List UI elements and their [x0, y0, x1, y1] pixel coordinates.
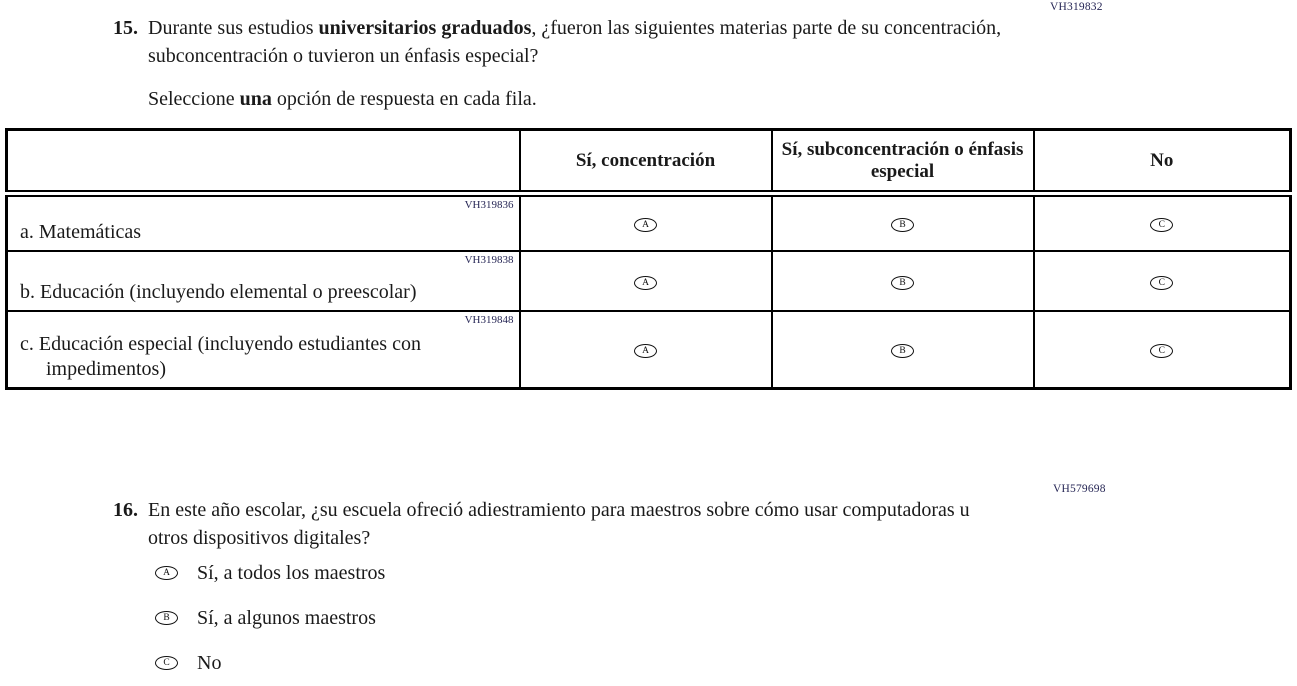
row-code-educacion-especial: VH319848 — [464, 313, 514, 326]
cell-matematicas-c — [1034, 194, 1291, 251]
column-header-no: No — [1034, 130, 1291, 194]
cell-educacion-especial-b — [772, 311, 1034, 389]
cell-educacion-especial-c — [1034, 311, 1291, 389]
option-bubble-educacion-especial-a[interactable] — [634, 344, 657, 358]
question-15-instruction-pre: Seleccione — [148, 88, 240, 110]
row-code-educacion: VH319838 — [464, 253, 514, 266]
bubble-letter: A — [642, 346, 649, 357]
cell-matematicas-a — [520, 194, 772, 251]
bubble-letter: C — [1158, 220, 1165, 231]
option-bubble-matematicas-a[interactable] — [634, 218, 657, 232]
bubble-letter: B — [163, 613, 170, 623]
option-row-si-algunos — [155, 605, 385, 631]
question-15-text — [148, 14, 1008, 70]
row-label-cell-matematicas — [7, 194, 520, 251]
option-row-si-todos — [155, 560, 385, 586]
option-bubble-matematicas-c[interactable] — [1150, 218, 1173, 232]
question-15-response-table — [5, 128, 1292, 390]
question-15-instruction-bold: una — [239, 88, 272, 110]
bubble-letter: B — [899, 277, 906, 288]
row-code-matematicas: VH319836 — [464, 199, 514, 211]
option-bubble-educacion-especial-b[interactable] — [891, 344, 914, 358]
table-corner-cell — [7, 130, 520, 194]
cell-matematicas-b — [772, 194, 1034, 251]
bubble-letter: A — [642, 277, 649, 288]
cell-educacion-c — [1034, 251, 1291, 311]
table-header-row — [7, 130, 1291, 194]
row-label-educacion: b. Educación (incluyendo elemental o preescolar) — [20, 280, 417, 303]
option-row-no — [155, 650, 385, 676]
question-15-code: VH319832 — [1050, 1, 1103, 13]
bubble-letter: B — [899, 220, 906, 231]
option-bubble-q16-a[interactable] — [155, 566, 178, 580]
option-bubble-educacion-a[interactable] — [634, 276, 657, 290]
bubble-letter: A — [642, 220, 649, 231]
column-header-si-concentracion: Sí, concentración — [520, 130, 772, 194]
option-label-si-todos: Sí, a todos los maestros — [197, 562, 386, 584]
question-16-options — [155, 560, 385, 686]
row-label-cell-educacion — [7, 251, 520, 311]
bubble-letter: C — [1158, 277, 1165, 288]
table-row-matematicas — [7, 194, 1291, 251]
table-row-educacion — [7, 251, 1291, 311]
question-16-text: En este año escolar, ¿su escuela ofreció adiestramiento para maestros sobre cómo usar computadoras u otros dispositivos digitales? — [148, 499, 970, 549]
question-16-code: VH579698 — [1053, 483, 1106, 495]
option-bubble-matematicas-b[interactable] — [891, 218, 914, 232]
bubble-letter: A — [163, 568, 170, 578]
bubble-letter: C — [1158, 346, 1165, 357]
option-label-no: No — [197, 652, 222, 674]
question-15-text-pre: Durante sus estudios — [148, 17, 319, 39]
row-label-cell-educacion-especial — [7, 311, 520, 389]
question-16 — [113, 496, 1013, 552]
cell-educacion-especial-a — [520, 311, 772, 389]
bubble-letter: B — [899, 346, 906, 357]
row-label-educacion-especial: c. Educación especial (incluyendo estudiantes con impedimentos) — [20, 333, 421, 380]
option-bubble-q16-b[interactable] — [155, 611, 178, 625]
cell-educacion-a — [520, 251, 772, 311]
question-15-text-bold: universitarios graduados — [318, 17, 532, 39]
question-15-instruction-post: opción de respuesta en cada fila. — [271, 88, 537, 110]
column-header-si-subconcentracion: Sí, subconcentración o énfasis especial — [772, 130, 1034, 194]
option-bubble-educacion-especial-c[interactable] — [1150, 344, 1173, 358]
option-bubble-q16-c[interactable] — [155, 656, 178, 670]
question-16-number: 16. — [113, 499, 138, 521]
option-bubble-educacion-c[interactable] — [1150, 276, 1173, 290]
table-row-educacion-especial — [7, 311, 1291, 389]
question-15-text-post: , ¿fueron las siguientes materias parte de su concentración, subconcentración o tuvieron un énfasis especial? — [148, 17, 1002, 67]
question-15-instruction — [148, 85, 1008, 113]
question-15-number: 15. — [113, 17, 138, 39]
bubble-letter: C — [163, 658, 170, 668]
question-15 — [113, 14, 1013, 113]
option-bubble-educacion-b[interactable] — [891, 276, 914, 290]
cell-educacion-b — [772, 251, 1034, 311]
row-label-matematicas: a. Matemáticas — [20, 220, 142, 243]
option-label-si-algunos: Sí, a algunos maestros — [197, 607, 376, 629]
